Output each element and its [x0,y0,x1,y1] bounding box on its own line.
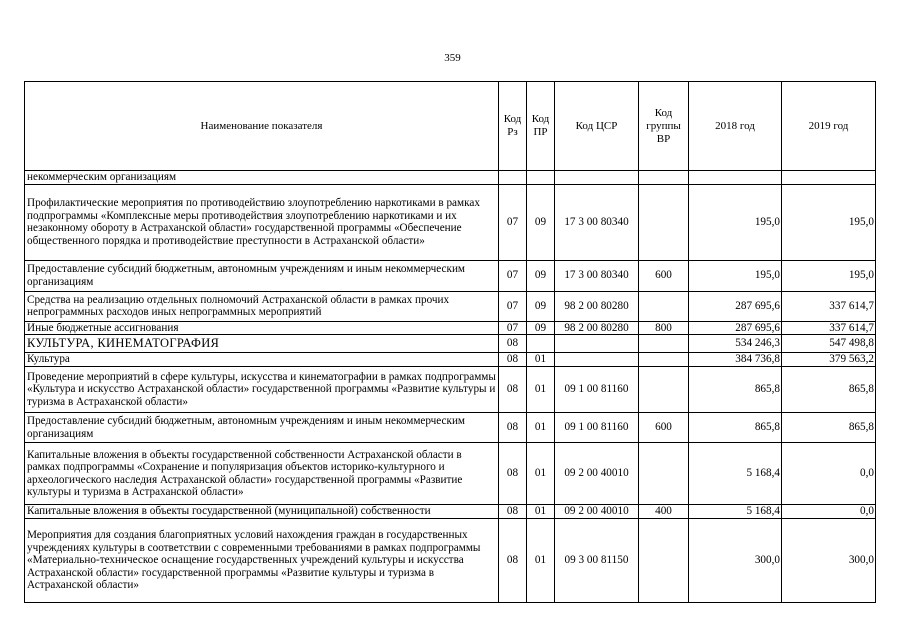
header-vr: Код группы ВР [639,82,689,171]
row-rz-cell: 07 [499,184,527,260]
table-body [25,171,876,603]
row-pr-cell [527,171,555,185]
row-csr-cell [555,171,639,185]
row-csr-cell: 09 2 00 40010 [555,505,639,519]
row-rz-cell [499,171,527,185]
table-row [25,353,876,367]
row-name-cell: КУЛЬТУРА, КИНЕМАТОГРАФИЯ [25,335,499,353]
table-row [25,413,876,443]
table-row [25,443,876,505]
header-2019: 2019 год [782,82,876,171]
row-vr-cell [639,443,689,505]
row-2019-cell: 379 563,2 [782,353,876,367]
row-csr-cell: 09 3 00 81150 [555,519,639,603]
row-pr-cell: 09 [527,260,555,291]
row-pr-cell: 09 [527,321,555,335]
row-name-cell: Капитальные вложения в объекты государственной собственности Астраханской области в рамках подпрограммы «Сохранение и популяризация объектов историко-культурного и археологического наследия Астраханской области» государственной программы «Развитие культуры и туризма в Астраханской области» [25,443,499,505]
budget-table [24,81,876,603]
row-2019-cell: 337 614,7 [782,321,876,335]
row-2018-cell: 5 168,4 [689,443,782,505]
row-2018-cell: 5 168,4 [689,505,782,519]
row-csr-cell: 98 2 00 80280 [555,321,639,335]
row-rz-cell: 08 [499,335,527,353]
header-rz: Код Рз [499,82,527,171]
row-2018-cell: 534 246,3 [689,335,782,353]
row-pr-cell: 09 [527,184,555,260]
row-pr-cell: 01 [527,367,555,413]
row-name-cell: Профилактические мероприятия по противодействию злоупотреблению наркотиками в рамках подпрограммы «Комплексные меры противодействия злоупотреблению наркотиками и их незаконному обороту в Астраханской области» государственной программы «Обеспечение общественного порядка и противодействие преступности в Астраханской области» [25,184,499,260]
row-rz-cell: 08 [499,505,527,519]
row-vr-cell [639,367,689,413]
row-2018-cell [689,171,782,185]
row-vr-cell: 400 [639,505,689,519]
row-csr-cell: 17 3 00 80340 [555,184,639,260]
row-pr-cell: 01 [527,353,555,367]
header-name: Наименование показателя [25,82,499,171]
page-number: 359 [444,52,461,64]
row-2018-cell: 287 695,6 [689,291,782,321]
row-rz-cell: 08 [499,519,527,603]
table-row [25,184,876,260]
row-rz-cell: 07 [499,291,527,321]
row-pr-cell: 01 [527,519,555,603]
header-2018: 2018 год [689,82,782,171]
row-pr-cell: 01 [527,413,555,443]
table-row [25,505,876,519]
row-rz-cell: 07 [499,260,527,291]
row-2018-cell: 287 695,6 [689,321,782,335]
row-rz-cell: 08 [499,413,527,443]
row-csr-cell: 09 1 00 81160 [555,413,639,443]
row-csr-cell [555,353,639,367]
row-name-cell: Капитальные вложения в объекты государственной (муниципальной) собственности [25,505,499,519]
row-vr-cell: 600 [639,260,689,291]
row-2019-cell: 865,8 [782,413,876,443]
row-name-cell: Мероприятия для создания благоприятных условий нахождения граждан в государственных учреждениях культуры в соответствии с современными требованиями в рамках подпрограммы «Материально-техническое оснащение государственных учреждений культуры и искусства Астраханской области» государственной программы «Развитие культуры и туризма в Астраханской области» [25,519,499,603]
row-vr-cell [639,184,689,260]
row-name-cell: Культура [25,353,499,367]
row-vr-cell [639,171,689,185]
row-2019-cell: 0,0 [782,505,876,519]
row-pr-cell [527,335,555,353]
row-2019-cell: 865,8 [782,367,876,413]
table-row [25,291,876,321]
row-vr-cell [639,291,689,321]
row-name-cell: Проведение мероприятий в сфере культуры, искусства и кинематографии в рамках подпрограммы «Культура и искусство Астраханской области» государственной программы «Развитие культуры и туризма в Астраханской области» [25,367,499,413]
table-row [25,367,876,413]
row-name-cell: Иные бюджетные ассигнования [25,321,499,335]
row-2019-cell: 300,0 [782,519,876,603]
table-header-row [25,82,876,171]
row-2019-cell: 0,0 [782,443,876,505]
table-row [25,519,876,603]
row-name-cell: Предоставление субсидий бюджетным, автономным учреждениям и иным некоммерческим организациям [25,413,499,443]
table-row [25,335,876,353]
row-vr-cell [639,519,689,603]
row-2018-cell: 195,0 [689,260,782,291]
row-2019-cell: 195,0 [782,184,876,260]
row-name-cell: Предоставление субсидий бюджетным, автономным учреждениям и иным некоммерческим организациям [25,260,499,291]
row-csr-cell [555,335,639,353]
row-pr-cell: 01 [527,505,555,519]
row-csr-cell: 98 2 00 80280 [555,291,639,321]
row-rz-cell: 08 [499,443,527,505]
row-name-cell: Средства на реализацию отдельных полномочий Астраханской области в рамках прочих непрограммных расходов иных непрограммных мероприятий [25,291,499,321]
table-row [25,171,876,185]
row-2018-cell: 865,8 [689,413,782,443]
row-vr-cell: 800 [639,321,689,335]
row-csr-cell: 17 3 00 80340 [555,260,639,291]
row-rz-cell: 08 [499,367,527,413]
row-2019-cell [782,171,876,185]
row-csr-cell: 09 1 00 81160 [555,367,639,413]
row-rz-cell: 08 [499,353,527,367]
row-2019-cell: 195,0 [782,260,876,291]
row-2019-cell: 547 498,8 [782,335,876,353]
header-pr: Код ПР [527,82,555,171]
row-csr-cell: 09 2 00 40010 [555,443,639,505]
table-row [25,321,876,335]
row-pr-cell: 09 [527,291,555,321]
row-vr-cell [639,353,689,367]
row-2018-cell: 384 736,8 [689,353,782,367]
row-2018-cell: 300,0 [689,519,782,603]
row-vr-cell [639,335,689,353]
row-2018-cell: 195,0 [689,184,782,260]
row-pr-cell: 01 [527,443,555,505]
row-rz-cell: 07 [499,321,527,335]
row-vr-cell: 600 [639,413,689,443]
row-2018-cell: 865,8 [689,367,782,413]
row-name-cell: некоммерческим организациям [25,171,499,185]
row-2019-cell: 337 614,7 [782,291,876,321]
table-row [25,260,876,291]
header-csr: Код ЦСР [555,82,639,171]
